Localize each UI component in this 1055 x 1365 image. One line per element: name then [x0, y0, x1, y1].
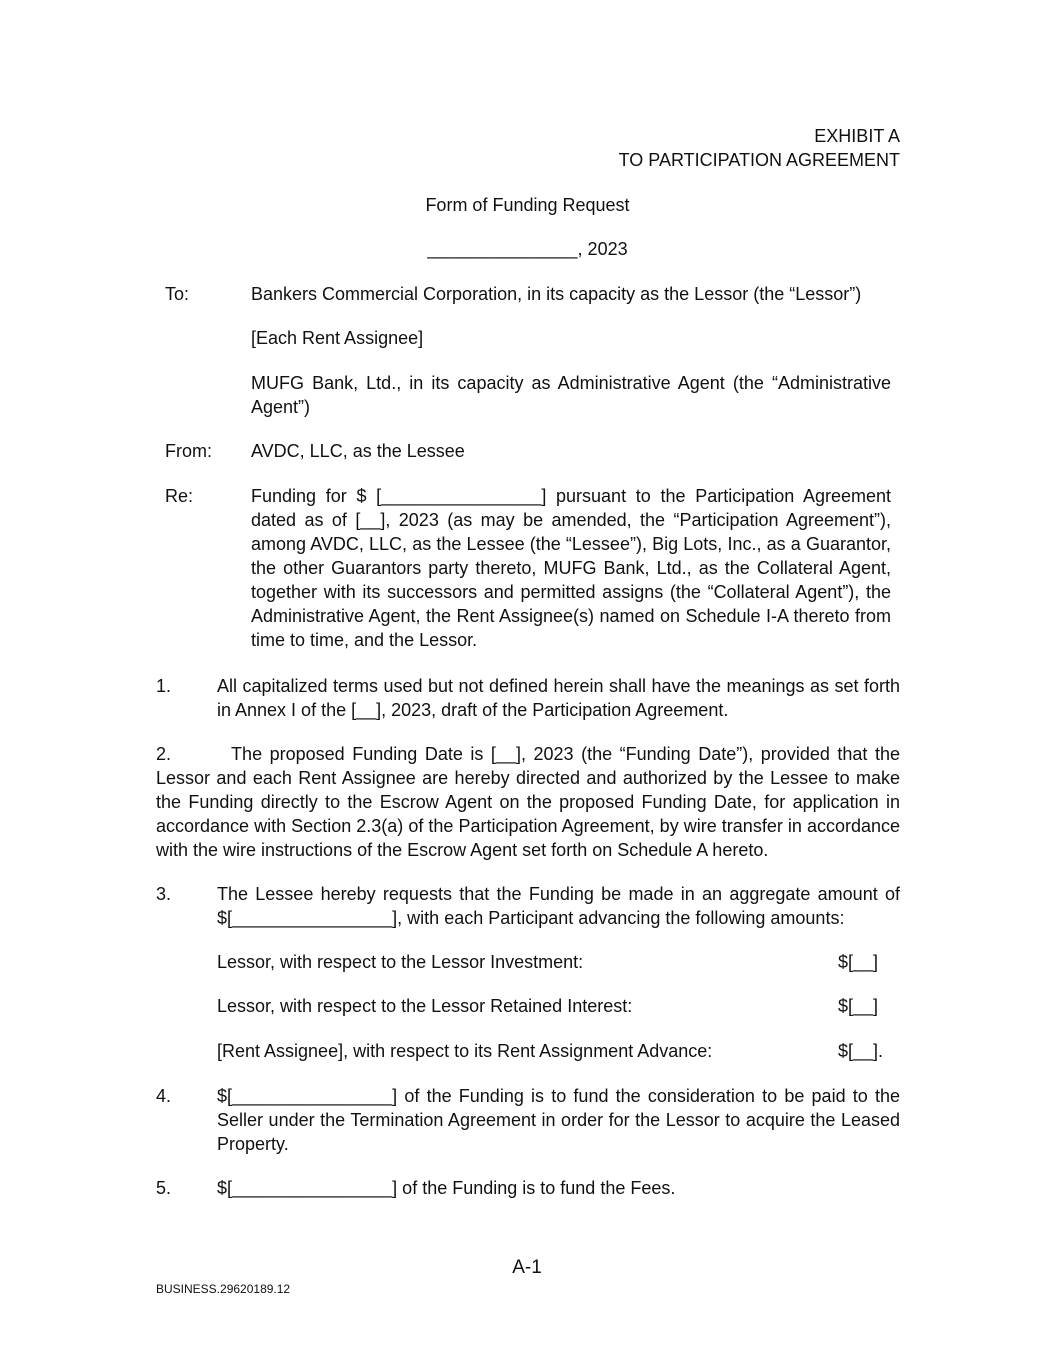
para-3-text: The Lessee hereby requests that the Funding be made in an aggregate amount of $[________________], with each Participant advancing the following amounts: [217, 884, 900, 928]
amount-label-lessor-retained-interest: Lessor, with respect to the Lessor Retained Interest: [217, 996, 633, 1016]
amount-value-lessor-investment: $[__] [838, 952, 879, 972]
para-2-text: 2. The proposed Funding Date is [__], 2023 (the “Funding Date”), provided that the Lessor and each Rent Assignee are hereby directed and authorized by the Lessee to make the Funding directly to the Escrow Agent on the proposed Funding Date, for application in accordance with Section 2.3(a) of the Participation Agreement, by wire transfer in accordance with the wire instructions of the Escrow Agent set forth on Schedule A hereto. [156, 744, 906, 860]
to-administrative-agent: MUFG Bank, Ltd., in its capacity as Administrative Agent (the “Administrative Agent”) [251, 373, 891, 417]
date-line: _______________, 2023 [427, 239, 628, 259]
page-number: A-1 [512, 1257, 542, 1278]
exhibit-heading: EXHIBIT A [814, 126, 900, 146]
to-rent-assignee: [Each Rent Assignee] [251, 328, 424, 348]
from-lessee: AVDC, LLC, as the Lessee [251, 441, 465, 461]
para-1-number: 1. [156, 676, 172, 696]
from-label: From: [165, 441, 212, 461]
re-text: Funding for $ [________________] pursuant to the Participation Agreement dated as of [__], 2023 (as may be amended, the “Participation Agreement”), among AVDC, LLC, as the Lessee (the “Lessee”), Big Lots, Inc., as a Guarantor, the other Guarantors party thereto, MUFG Bank, Ltd., as the Collateral Agent, together with its successors and permitted assigns (the “Collateral Agent”), the Administrative Agent, the Rent Assignee(s) named on Schedule I-A thereto from time to time, and the Lessor. [251, 486, 891, 650]
document-id: BUSINESS.29620189.12 [156, 1282, 291, 1296]
amount-value-rent-assignment-advance: $[__]. [838, 1041, 884, 1061]
to-lessor: Bankers Commercial Corporation, in its capacity as the Lessor (the “Lessor”) [251, 284, 862, 304]
para-5-text: $[________________] of the Funding is to fund the Fees. [217, 1178, 676, 1198]
re-label: Re: [165, 486, 194, 506]
to-label: To: [165, 284, 190, 304]
para-3-number: 3. [156, 884, 172, 904]
exhibit-subtitle: TO PARTICIPATION AGREEMENT [618, 150, 900, 170]
para-1-text: All capitalized terms used but not defined herein shall have the meanings as set forth in Annex I of the [__], 2023, draft of the Participation Agreement. [217, 676, 900, 720]
amount-value-lessor-retained-interest: $[__] [838, 996, 879, 1016]
amount-label-lessor-investment: Lessor, with respect to the Lessor Investment: [217, 952, 584, 972]
para-4-text: $[________________] of the Funding is to fund the consideration to be paid to the Seller under the Termination Agreement in order for the Lessor to acquire the Leased Property. [217, 1086, 900, 1154]
para-4-number: 4. [156, 1086, 172, 1106]
amount-label-rent-assignment-advance: [Rent Assignee], with respect to its Rent Assignment Advance: [217, 1041, 713, 1061]
para-5-number: 5. [156, 1178, 172, 1198]
form-title: Form of Funding Request [425, 195, 630, 215]
